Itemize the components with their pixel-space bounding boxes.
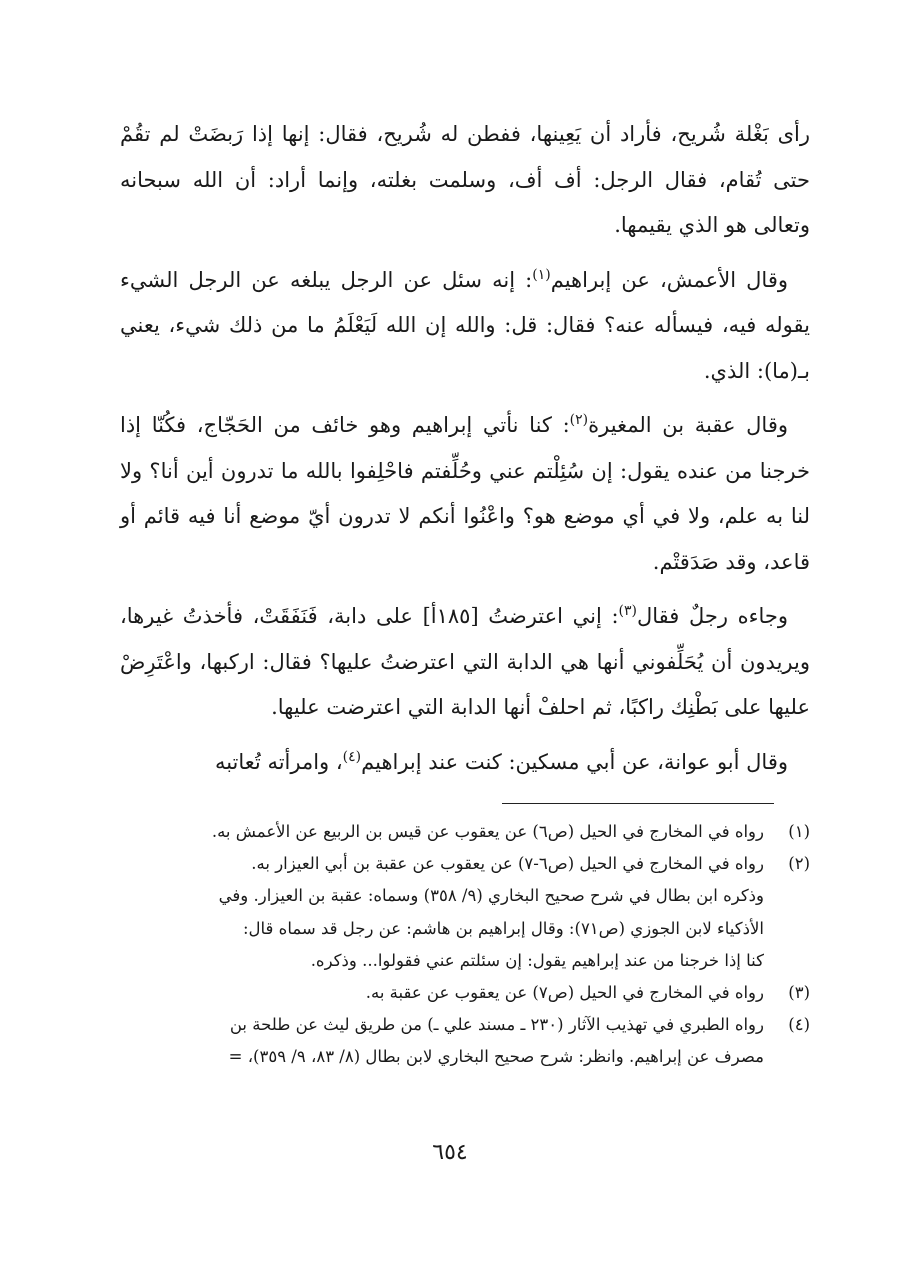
- footnote-text: [120, 816, 764, 848]
- paragraph-2-text-after: : إنه سئل عن الرجل يبلغه عن الرجل الشيء يقوله فيه، فيسأله عنه؟ فقال: قل: والله إن الله لَيَعْلَمُ ما من ذلك شيء، يعني بـ(ما): الذي.: [120, 267, 810, 383]
- footnote-line: رواه الطبري في تهذيب الآثار (٢٣٠ ـ مسند علي ـ) من طريق ليث عن طلحة بن: [229, 1015, 764, 1035]
- paragraph-3-text-after: : كنا نأتي إبراهيم وهو خائف من الحَجّاج، فكُنّا إذا خرجنا من عنده يقول: إن سُئِلْتم عني وحُلِّفتم فاحْلِفوا بالله ما تدرون أين أنا؟ ولا لنا به علم، ولا في أي موضع هو؟ واعْنُوا أنكم لا تدرون أيّ موضع أنا فيه قائم أو قاعد، وقد صَدَقتْم.: [120, 413, 810, 574]
- paragraph-2: [120, 258, 810, 395]
- footnote-number: (٣): [788, 983, 810, 1003]
- footnote-ref-2: (٢): [569, 412, 589, 428]
- footnote-ref-4: (٤): [342, 748, 362, 765]
- footnote-line: مصرف عن إبراهيم. وانظر: شرح صحيح البخاري لابن بطال (٨/ ٨٣، ٩/ ٣٥٩)، =: [228, 1047, 764, 1067]
- footnote-1: [120, 816, 810, 848]
- paragraph-4: [120, 594, 810, 731]
- paragraph-5: [120, 740, 810, 786]
- footnote-number: (٢): [788, 854, 810, 874]
- footnote-ref-1: (١): [532, 266, 551, 283]
- paragraph-4-text-before: وجاءه رجلٌ فقال: [637, 604, 788, 628]
- paragraph-1: [120, 112, 810, 249]
- footnote-4: [120, 1009, 810, 1073]
- footnote-separator: [502, 803, 774, 804]
- footnote-2: [120, 848, 810, 977]
- main-text-body: [120, 112, 810, 785]
- page-number: ٦٥٤: [432, 1140, 468, 1165]
- footnote-line: رواه في المخارج في الحيل (ص٧) عن يعقوب عن عقبة به.: [365, 983, 764, 1003]
- paragraph-5-text-after: ، وامرأته تُعاتبه: [214, 749, 343, 774]
- paragraph-5-text-before: وقال أبو عوانة، عن أبي مسكين: كنت عند إبراهيم: [361, 749, 788, 774]
- paragraph-2-text-before: وقال الأعمش، عن إبراهيم: [550, 267, 788, 292]
- footnote-text: [120, 1009, 764, 1073]
- footnote-line: كنا إذا خرجنا من عند إبراهيم يقول: إن سئلتم عني فقولوا... وذكره.: [310, 950, 764, 970]
- footnote-ref-3: (٣): [618, 603, 637, 619]
- paragraph-3: [120, 403, 810, 585]
- footnote-3: [120, 977, 810, 1009]
- footnote-line: رواه في المخارج في الحيل (ص٦) عن يعقوب عن قيس بن الربيع عن الأعمش به.: [211, 822, 764, 841]
- paragraph-1-text: رأى بَغْلة شُريح، فأراد أن يَعِينها، ففطن له شُريح، فقال: إنها إذا رَبضَتْ لم تقُمْ حتى تُقام، فقال الرجل: أف أف، وسلمت بغلته، وإنما أراد: أن الله سبحانه وتعالى هو الذي يقيمها.: [120, 122, 810, 237]
- footnote-text: [120, 848, 764, 977]
- paragraph-3-text-before: وقال عقبة بن المغيرة: [588, 413, 789, 437]
- footnote-line: رواه في المخارج في الحيل (ص٦-٧) عن يعقوب عن عقبة بن أبي العيزار به.: [251, 854, 764, 874]
- footnote-number: (١): [788, 822, 810, 841]
- paragraph-4-text-after: : إني اعترضتُ [١٨٥أ] على دابة، فَنَفَقَتْ، فأخذتُ غيرها، ويريدون أن يُحَلِّفوني أنها هي الدابة التي اعترضتُ عليها؟ فقال: اركبها، واعْتَرِضْ عليها على بَطْنِك راكبًا، ثم احلفْ أنها الدابة التي اعترضت عليها.: [120, 604, 810, 719]
- footnote-line: وذكره ابن بطال في شرح صحيح البخاري (٩/ ٣٥٨) وسماه: عقبة بن العيزار. وفي: [218, 886, 764, 906]
- footnote-line: الأذكياء لابن الجوزي (ص٧١): وقال إبراهيم بن هاشم: عن رجل قد سماه قال:: [242, 918, 764, 938]
- footnote-number: (٤): [788, 1015, 810, 1035]
- footnotes: [120, 816, 810, 1074]
- footnote-text: [120, 977, 764, 1009]
